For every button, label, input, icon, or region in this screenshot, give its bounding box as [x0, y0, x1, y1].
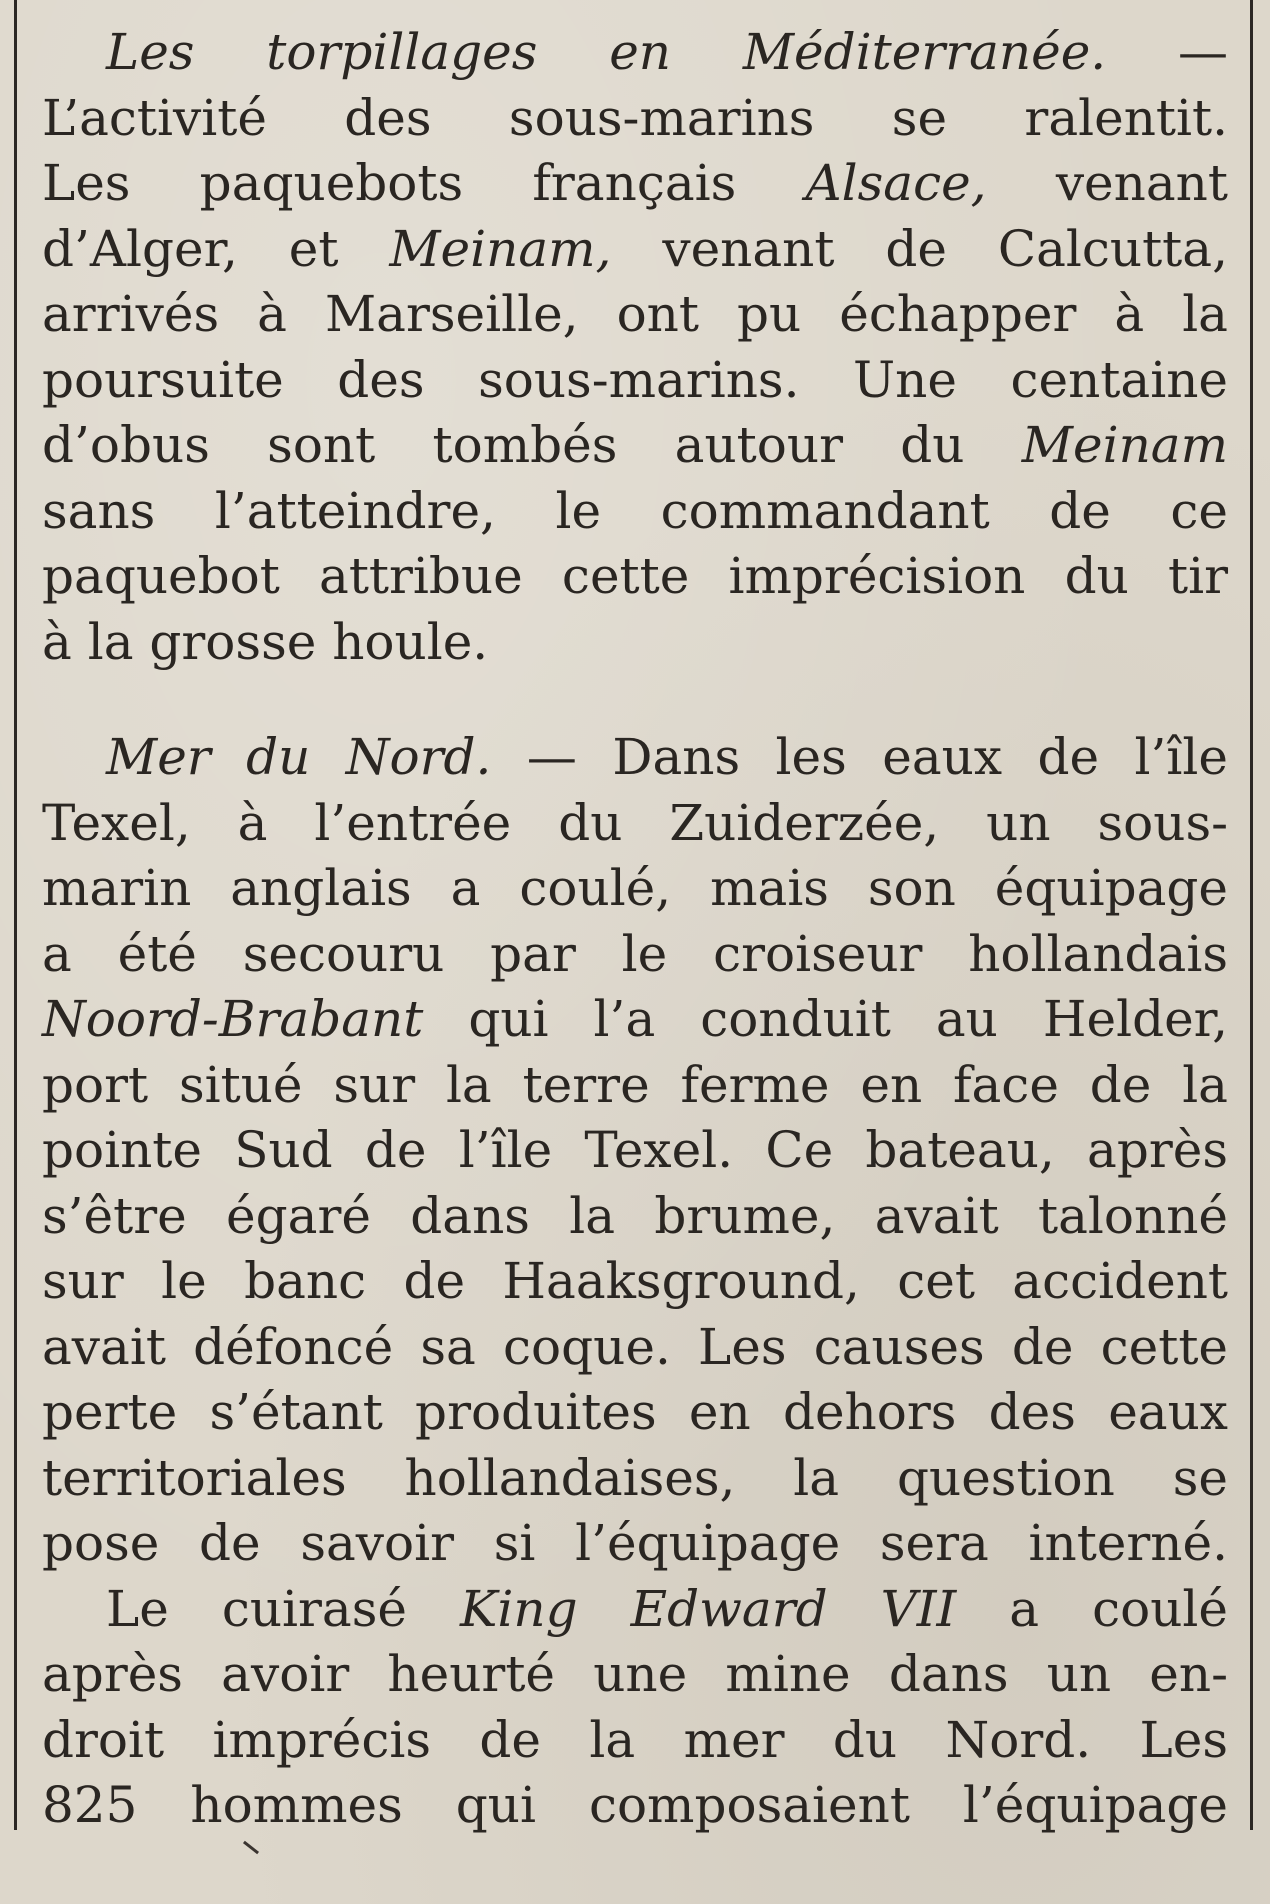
paragraph-king-edward: [42, 1577, 1228, 1839]
column-rule-right: [1250, 0, 1253, 1830]
text-line: marin anglais a coulé, mais son équipage: [42, 859, 1228, 917]
ship-name: Noord-Brabant: [42, 990, 424, 1048]
text-line: avait défoncé sa coque. Les causes de cette: [42, 1317, 1228, 1376]
text-line: s’être égaré dans la brume, avait talonné: [42, 1186, 1228, 1245]
text-line: sur le banc de Haaksground, cet accident: [42, 1252, 1228, 1310]
text-line: sans l’atteindre, le commandant de ce: [42, 481, 1228, 540]
text-line: Le cuirasé King Edward VII a coulé: [106, 1579, 1229, 1638]
text-line: à la grosse houle.: [42, 612, 489, 671]
text-line: L’activité des sous-marins se ralentit.: [42, 88, 1228, 147]
ship-name: Meinam: [1021, 416, 1228, 474]
paragraph-north-sea: [42, 725, 1228, 1577]
text-line: Noord-Brabant qui l’a conduit au Helder,: [42, 990, 1228, 1048]
text-line: paquebot attribue cette imprécision du tir: [42, 547, 1228, 605]
text-line: perte s’étant produites en dehors des eaux: [42, 1383, 1228, 1441]
text-line: d’obus sont tombés autour du Meinam: [42, 416, 1228, 474]
text-line: Texel, à l’entrée du Zuiderzée, un sous-: [42, 793, 1228, 852]
text-line: poursuite des sous-marins. Une centaine: [42, 350, 1228, 409]
ship-name: Meinam,: [389, 219, 612, 278]
section-heading-mediterranean: Les torpillages en Méditerranée.: [106, 23, 1107, 81]
text-line: pointe Sud de l’île Texel. Ce bateau, après: [42, 1121, 1228, 1179]
ink-speck: [243, 1841, 259, 1854]
text-line: Mer du Nord. — Dans les eaux de l’île: [106, 728, 1228, 786]
ship-name: King Edward VII: [460, 1579, 957, 1638]
text-line: 825 hommes qui composaient l’équipage: [42, 1776, 1228, 1834]
text-line: arrivés à Marseille, ont pu échapper à la: [42, 285, 1228, 343]
text-line: a été secouru par le croiseur hollandais: [42, 924, 1228, 983]
text-line: port situé sur la terre ferme en face de la: [42, 1055, 1228, 1114]
text-line: Les torpillages en Méditerranée. —: [106, 23, 1228, 81]
section-heading-north-sea: Mer du Nord.: [106, 728, 492, 786]
text-line: droit imprécis de la mer du Nord. Les: [42, 1710, 1228, 1769]
column-rule-left: [14, 0, 17, 1830]
article-column: [42, 20, 1228, 1839]
paragraph-mediterranean: [42, 20, 1228, 675]
ship-name: Alsace,: [805, 154, 987, 212]
text-line: pose de savoir si l’équipage sera interné.: [42, 1514, 1228, 1572]
paragraph-gap: [42, 675, 1228, 725]
text-line: d’Alger, et Meinam, venant de Calcutta,: [42, 219, 1228, 278]
text-line: territoriales hollandaises, la question se: [42, 1448, 1228, 1507]
text-line: après avoir heurté une mine dans un en-: [42, 1645, 1228, 1703]
text-line: Les paquebots français Alsace, venant: [42, 154, 1228, 212]
